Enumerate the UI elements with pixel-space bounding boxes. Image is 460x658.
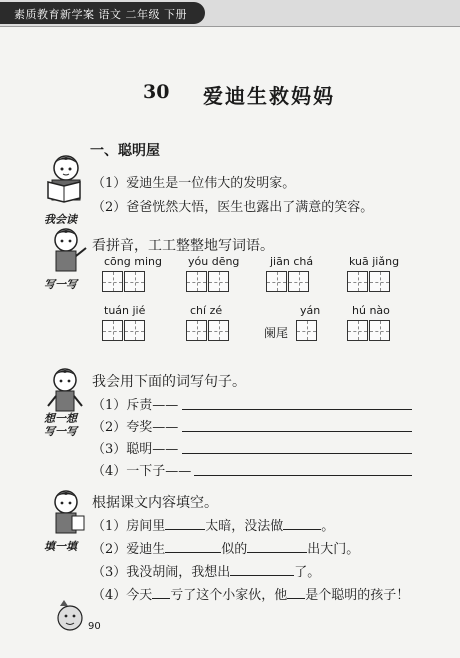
sentence-label-1: （1）斥责——	[92, 398, 179, 413]
cartoon-corner-decoration-icon	[56, 596, 88, 636]
write-cell[interactable]	[296, 320, 317, 341]
pinyin-hunao: hú nào	[352, 304, 390, 317]
write-cell[interactable]	[369, 271, 390, 292]
fill-blank[interactable]	[283, 517, 321, 530]
sentence-label-4: （4）一下子——	[92, 464, 192, 479]
lesson-title: 爱迪生救妈妈	[203, 84, 335, 108]
write-cell[interactable]	[208, 271, 229, 292]
badge-write: 写一写	[44, 278, 77, 291]
answer-line[interactable]	[182, 453, 412, 454]
answer-line[interactable]	[182, 409, 412, 410]
write-cell[interactable]	[102, 320, 123, 341]
fill-blank[interactable]	[152, 586, 170, 599]
lesson-number: 30	[143, 81, 170, 103]
reading-line-1: （1）爱迪生是一位伟大的发明家。	[92, 176, 296, 191]
answer-line[interactable]	[194, 475, 412, 476]
instruction-fill: 根据课文内容填空。	[92, 495, 218, 511]
answer-line[interactable]	[182, 431, 412, 432]
fill-line-1: （1）房间里 太暗，没法做 。	[92, 519, 335, 534]
fill-line-3: （3）我没胡闹，我想出 了。	[92, 565, 321, 580]
write-cell[interactable]	[369, 320, 390, 341]
badge-think-write: 想一想 写一写	[44, 412, 77, 438]
fill-blank[interactable]	[230, 563, 294, 576]
pinyin-kuajiang: kuā jiǎng	[349, 255, 400, 268]
pinyin-chize: chí zé	[190, 304, 223, 317]
book-title: 素质教育新学案 语文 二年级 下册	[14, 8, 187, 21]
fill-blank[interactable]	[165, 540, 221, 553]
write-cell[interactable]	[347, 271, 368, 292]
cartoon-boy-writing-icon	[44, 226, 88, 278]
pinyin-yan: yán	[300, 304, 321, 317]
write-cell[interactable]	[186, 320, 207, 341]
write-cell[interactable]	[288, 271, 309, 292]
pinyin-youdeng: yóu dēng	[188, 255, 240, 268]
write-cell[interactable]	[102, 271, 123, 292]
pinyin-congming: cōng ming	[104, 255, 162, 268]
given-word-lanwei: 阑尾	[264, 326, 289, 340]
write-cell[interactable]	[124, 271, 145, 292]
instruction-sentences: 我会用下面的词写句子。	[92, 374, 246, 390]
instruction-pinyin: 看拼音，工工整整地写词语。	[92, 238, 274, 254]
fill-blank[interactable]	[287, 586, 305, 599]
pinyin-tuanjie: tuán jié	[104, 304, 146, 317]
fill-line-2: （2）爱迪生 似的 出大门。	[92, 542, 360, 557]
fill-line-4: （4）今天 亏了这个小家伙，他 是个聪明的孩子！	[92, 588, 410, 603]
pinyin-jiancha: jiān chá	[270, 255, 314, 268]
cartoon-boy-fill-icon	[44, 488, 88, 538]
cartoon-boy-reading-icon	[40, 152, 90, 216]
badge-read: 我会读	[44, 213, 77, 226]
write-cell[interactable]	[124, 320, 145, 341]
fill-blank[interactable]	[247, 540, 307, 553]
write-cell[interactable]	[347, 320, 368, 341]
sentence-label-3: （3）聪明——	[92, 442, 179, 457]
badge-fill: 填一填	[44, 540, 77, 553]
section-title: 一、聪明屋	[90, 143, 160, 159]
write-cell[interactable]	[186, 271, 207, 292]
reading-line-2: （2）爸爸恍然大悟，医生也露出了满意的笑容。	[92, 200, 374, 215]
write-cell[interactable]	[266, 271, 287, 292]
write-cell[interactable]	[208, 320, 229, 341]
cartoon-boy-thinking-icon	[42, 366, 88, 416]
fill-blank[interactable]	[165, 517, 205, 530]
sentence-label-2: （2）夸奖——	[92, 420, 179, 435]
page-number: 90	[88, 621, 101, 632]
